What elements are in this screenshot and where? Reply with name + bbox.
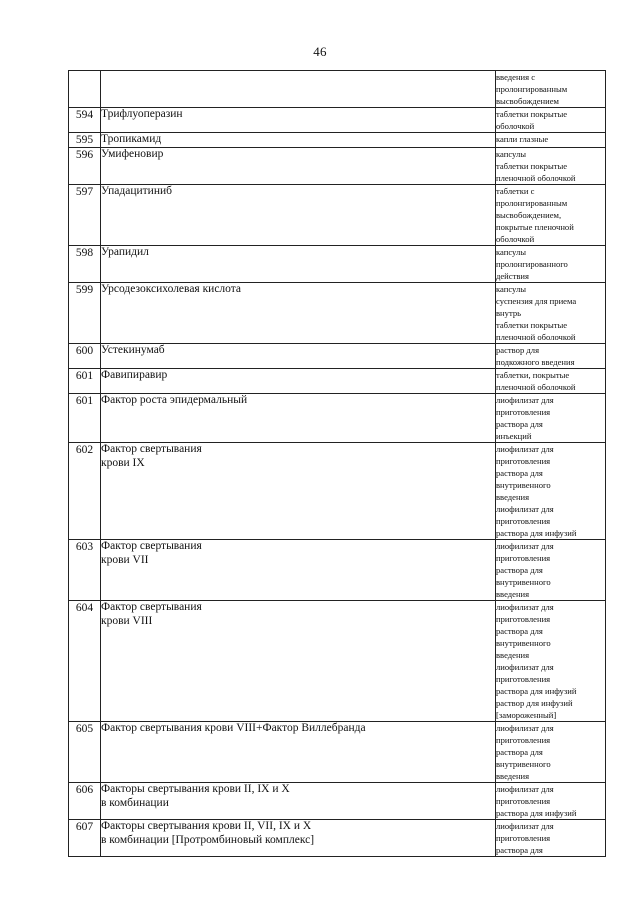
dosage-form-cell: капсулы суспензия для приема внутрь таблетки покрытые пленочной оболочкой xyxy=(496,283,606,344)
drug-name: Устекинумаб xyxy=(101,344,165,356)
drug-name-cell xyxy=(101,71,496,108)
drug-name-cell xyxy=(101,148,496,185)
drug-name-cell xyxy=(101,394,496,443)
table-row xyxy=(69,369,606,394)
row-number-cell: 596 xyxy=(69,148,101,185)
drug-name-cell xyxy=(101,722,496,783)
row-number-cell: 600 xyxy=(69,344,101,369)
row-number-cell: 604 xyxy=(69,601,101,722)
table-row xyxy=(69,133,606,148)
table-row xyxy=(69,71,606,108)
drug-name: Фактор свертывания крови IX xyxy=(101,443,202,469)
drug-name: Тропикамид xyxy=(101,133,162,145)
drug-table xyxy=(68,70,606,857)
table-row xyxy=(69,108,606,133)
drug-name: Факторы свертывания крови II, VII, IX и X в комбинации [Протромбиновый комплекс] xyxy=(101,820,315,846)
row-number-cell: 597 xyxy=(69,185,101,246)
drug-name: Фавипиравир xyxy=(101,369,168,381)
drug-name-cell xyxy=(101,108,496,133)
table-row xyxy=(69,283,606,344)
dosage-form-cell: раствор для подкожного введения xyxy=(496,344,606,369)
table-row xyxy=(69,185,606,246)
row-number-cell: 605 xyxy=(69,722,101,783)
table-row xyxy=(69,148,606,185)
dosage-form-cell: лиофилизат для приготовления раствора для инфузий xyxy=(496,783,606,820)
drug-name: Трифлуоперазин xyxy=(101,108,183,120)
row-number-cell: 601 xyxy=(69,369,101,394)
dosage-form-cell: капли глазные xyxy=(496,133,606,148)
table-row xyxy=(69,246,606,283)
table-row xyxy=(69,601,606,722)
row-number-cell: 599 xyxy=(69,283,101,344)
row-number-cell: 595 xyxy=(69,133,101,148)
drug-name-cell xyxy=(101,133,496,148)
drug-name-cell xyxy=(101,185,496,246)
drug-name: Фактор свертывания крови VIII xyxy=(101,601,202,627)
dosage-form-cell: таблетки покрытые оболочкой xyxy=(496,108,606,133)
dosage-form-cell: лиофилизат для приготовления раствора для внутривенного введения xyxy=(496,722,606,783)
table-row xyxy=(69,722,606,783)
table-row xyxy=(69,783,606,820)
dosage-form-cell: лиофилизат для приготовления раствора для внутривенного введения лиофилизат для приготовления раствора для инфузий раствор для инфузий [замороженный] xyxy=(496,601,606,722)
row-number-cell: 603 xyxy=(69,540,101,601)
row-number-cell: 594 xyxy=(69,108,101,133)
row-number-cell xyxy=(69,71,101,108)
drug-name-cell xyxy=(101,246,496,283)
dosage-form-cell: лиофилизат для приготовления раствора для внутривенного введения xyxy=(496,540,606,601)
drug-name-cell xyxy=(101,443,496,540)
drug-name-cell xyxy=(101,820,496,857)
page-number: 46 xyxy=(313,44,327,59)
drug-name-cell xyxy=(101,344,496,369)
drug-name-cell xyxy=(101,783,496,820)
row-number-cell: 598 xyxy=(69,246,101,283)
row-number-cell: 601 xyxy=(69,394,101,443)
table-row xyxy=(69,443,606,540)
drug-name: Упадацитиниб xyxy=(101,185,172,197)
dosage-form-cell: введения с пролонгированным высвобождением xyxy=(496,71,606,108)
drug-name: Фактор свертывания крови VIII+Фактор Виллебранда xyxy=(101,722,366,734)
drug-name: Факторы свертывания крови II, IX и X в комбинации xyxy=(101,783,290,809)
dosage-form-cell: таблетки, покрытые пленочной оболочкой xyxy=(496,369,606,394)
table-row xyxy=(69,540,606,601)
table-row xyxy=(69,344,606,369)
row-number-cell: 602 xyxy=(69,443,101,540)
drug-name: Урсодезоксихолевая кислота xyxy=(101,283,242,295)
table-row xyxy=(69,820,606,857)
drug-name-cell xyxy=(101,369,496,394)
drug-name: Урапидил xyxy=(101,246,149,258)
dosage-form-cell: лиофилизат для приготовления раствора для инъекций xyxy=(496,394,606,443)
row-number-cell: 606 xyxy=(69,783,101,820)
dosage-form-cell: таблетки с пролонгированным высвобождением, покрытые пленочной оболочкой xyxy=(496,185,606,246)
drug-name-cell xyxy=(101,601,496,722)
row-number-cell: 607 xyxy=(69,820,101,857)
dosage-form-cell: капсулы таблетки покрытые пленочной оболочкой xyxy=(496,148,606,185)
drug-name: Фактор свертывания крови VII xyxy=(101,540,202,566)
dosage-form-cell: лиофилизат для приготовления раствора для xyxy=(496,820,606,857)
drug-name: Умифеновир xyxy=(101,148,164,160)
drug-name-cell xyxy=(101,540,496,601)
drug-name: Фактор роста эпидермальный xyxy=(101,394,248,406)
dosage-form-cell: лиофилизат для приготовления раствора для внутривенного введения лиофилизат для приготовления раствора для инфузий xyxy=(496,443,606,540)
table-row xyxy=(69,394,606,443)
drug-name-cell xyxy=(101,283,496,344)
dosage-form-cell: капсулы пролонгированного действия xyxy=(496,246,606,283)
